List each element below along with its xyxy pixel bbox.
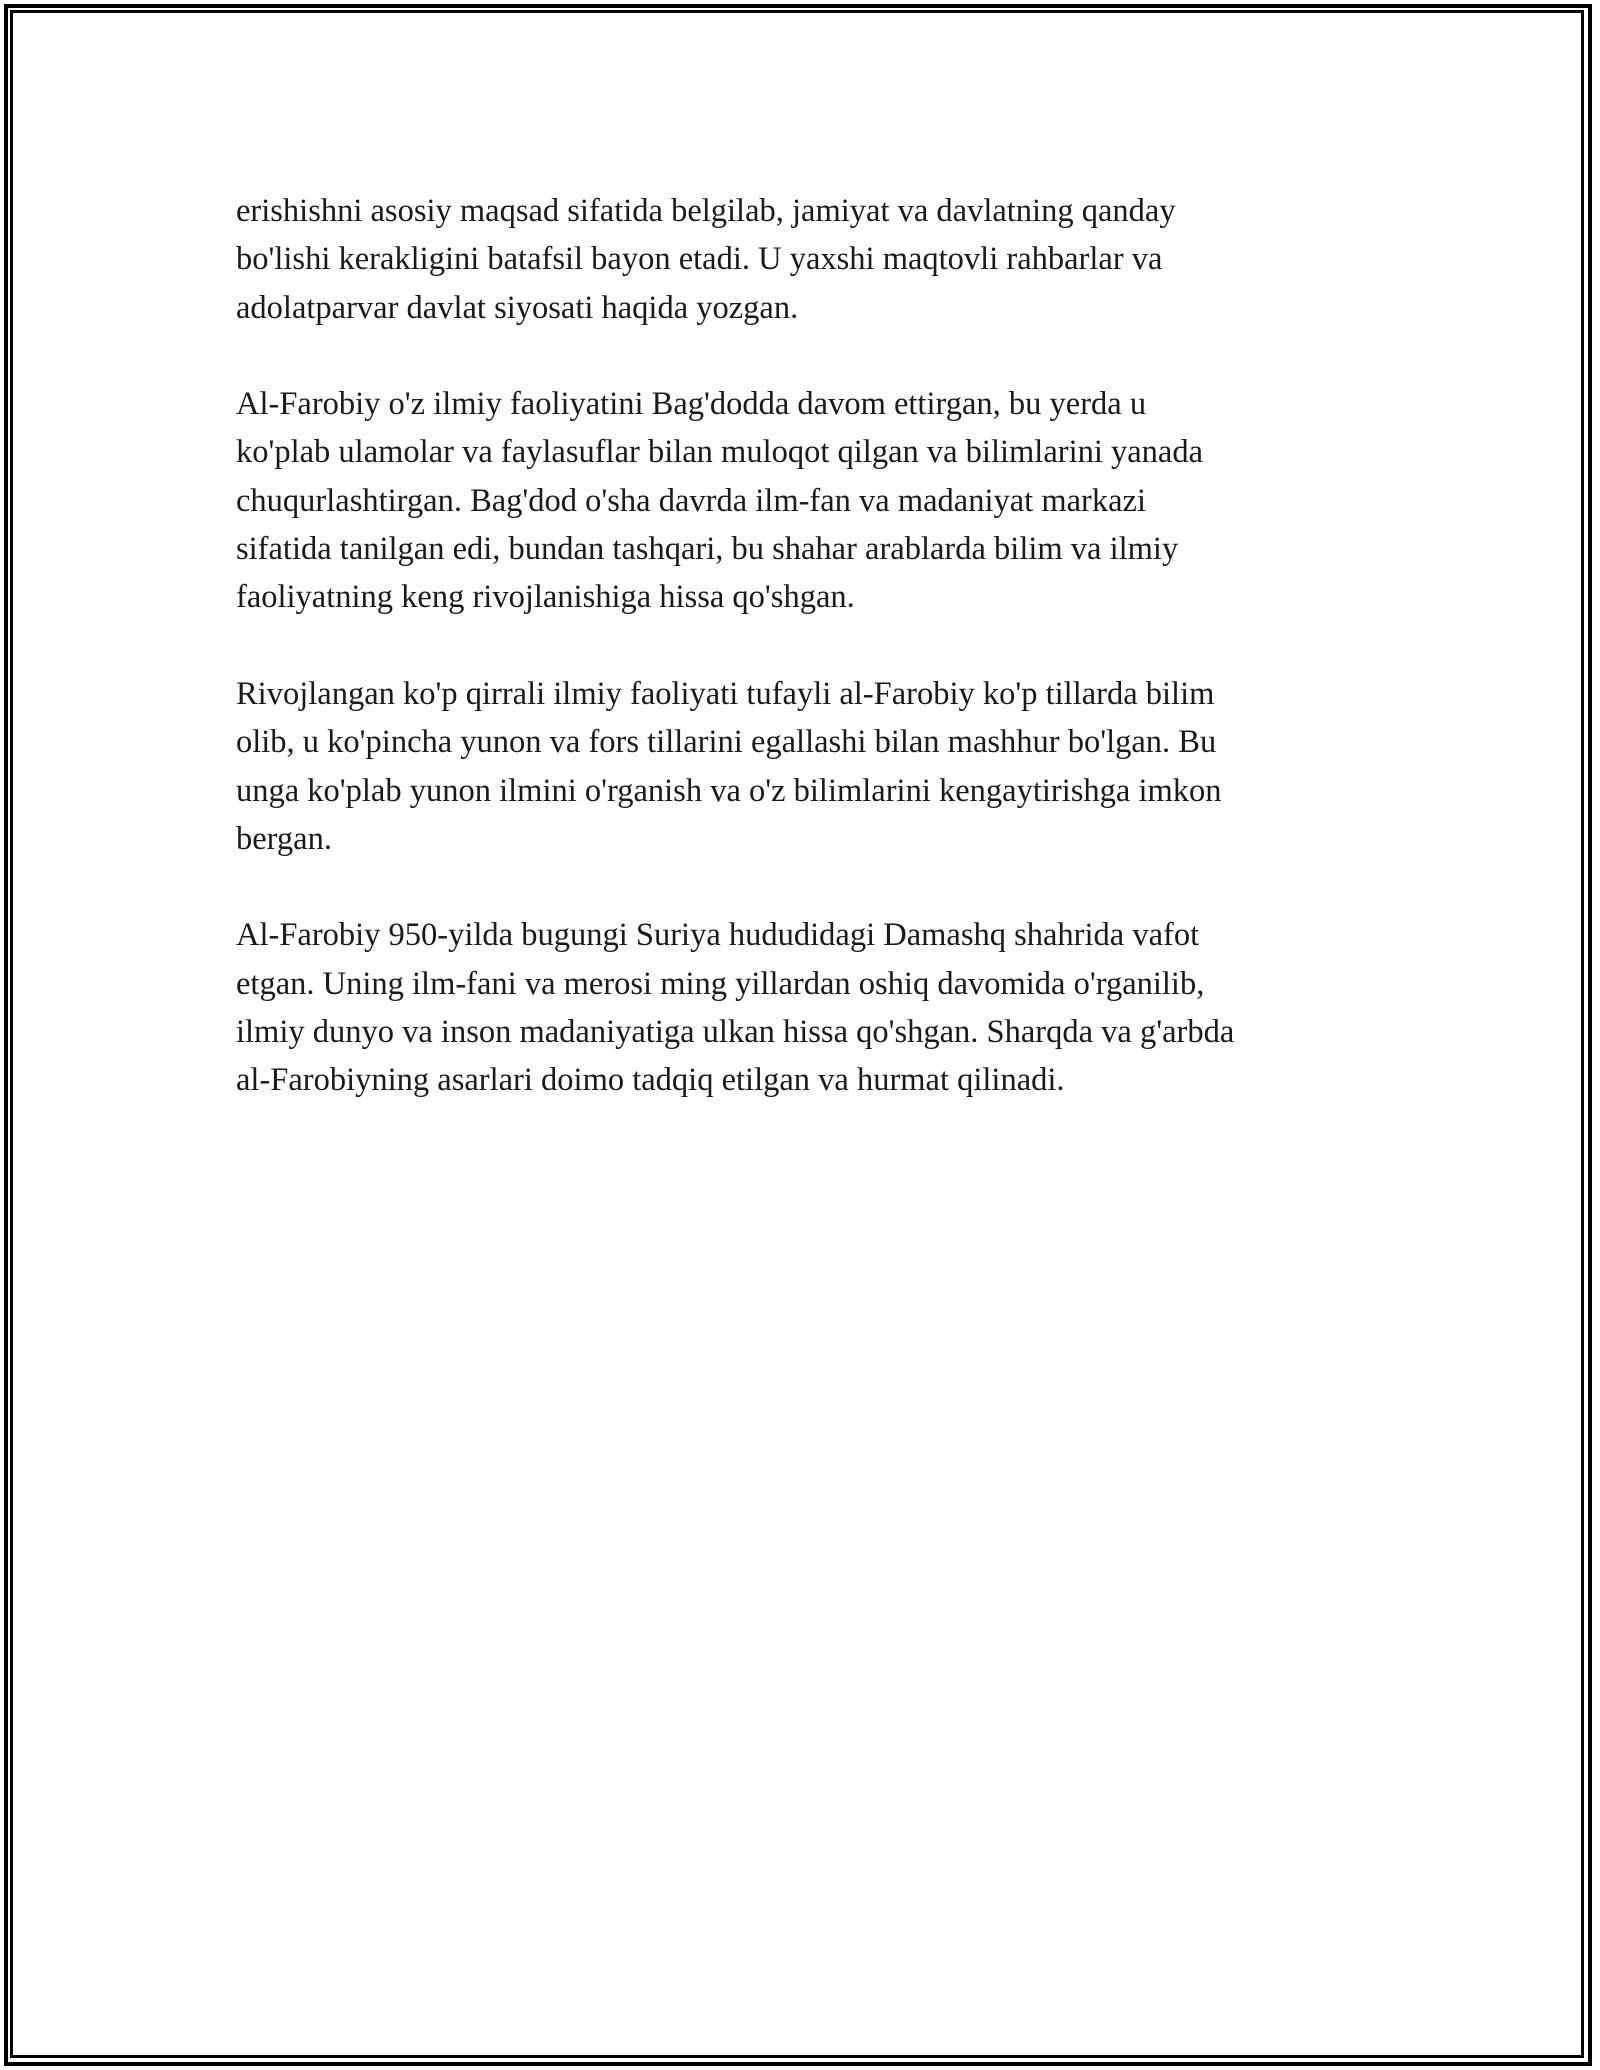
- paragraph-1: erishishni asosiy maqsad sifatida belgilab, jamiyat va davlatning qanday bo'lishi kerakligini batafsil bayon etadi. U yaxshi maqtovli rahbarlar va adolatparvar davlat siyosati haqida yozgan.: [236, 193, 1176, 326]
- document-body: [236, 187, 1376, 1153]
- paragraph-3: Rivojlangan ko'p qirrali ilmiy faoliyati tufayli al-Farobiy ko'p tillarda bilim olib, u ko'pincha yunon va fors tillarini egallashi bilan mashhur bo'lgan. Bu unga ko'plab yunon ilmini o'rganish va o'z bilimlarini kengaytirishga imkon bergan.: [236, 675, 1222, 857]
- paragraph-2: Al-Farobiy o'z ilmiy faoliyatini Bag'dodda davom ettirgan, bu yerda u ko'plab ulamolar va faylasuflar bilan muloqot qilgan va bilimlarini yanada chuqurlashtirgan. Bag'dod o'sha davrda ilm-fan va madaniyat markazi sifatida tanilgan edi, bundan tashqari, bu shahar arablarda bilim va ilmiy faoliyatning keng rivojlanishiga hissa qo'shgan.: [236, 386, 1204, 616]
- paragraph-4: Al-Farobiy 950-yilda bugungi Suriya hududidagi Damashq shahrida vafot etgan. Uning ilm-fani va merosi ming yillardan oshiq davomida o'rganilib, ilmiy dunyo va inson madaniyatiga ulkan hissa qo'shgan. Sharqda va g'arbda al-Farobiyning asarlari doimo tadqiq etilgan va hurmat qilinadi.: [236, 917, 1235, 1099]
